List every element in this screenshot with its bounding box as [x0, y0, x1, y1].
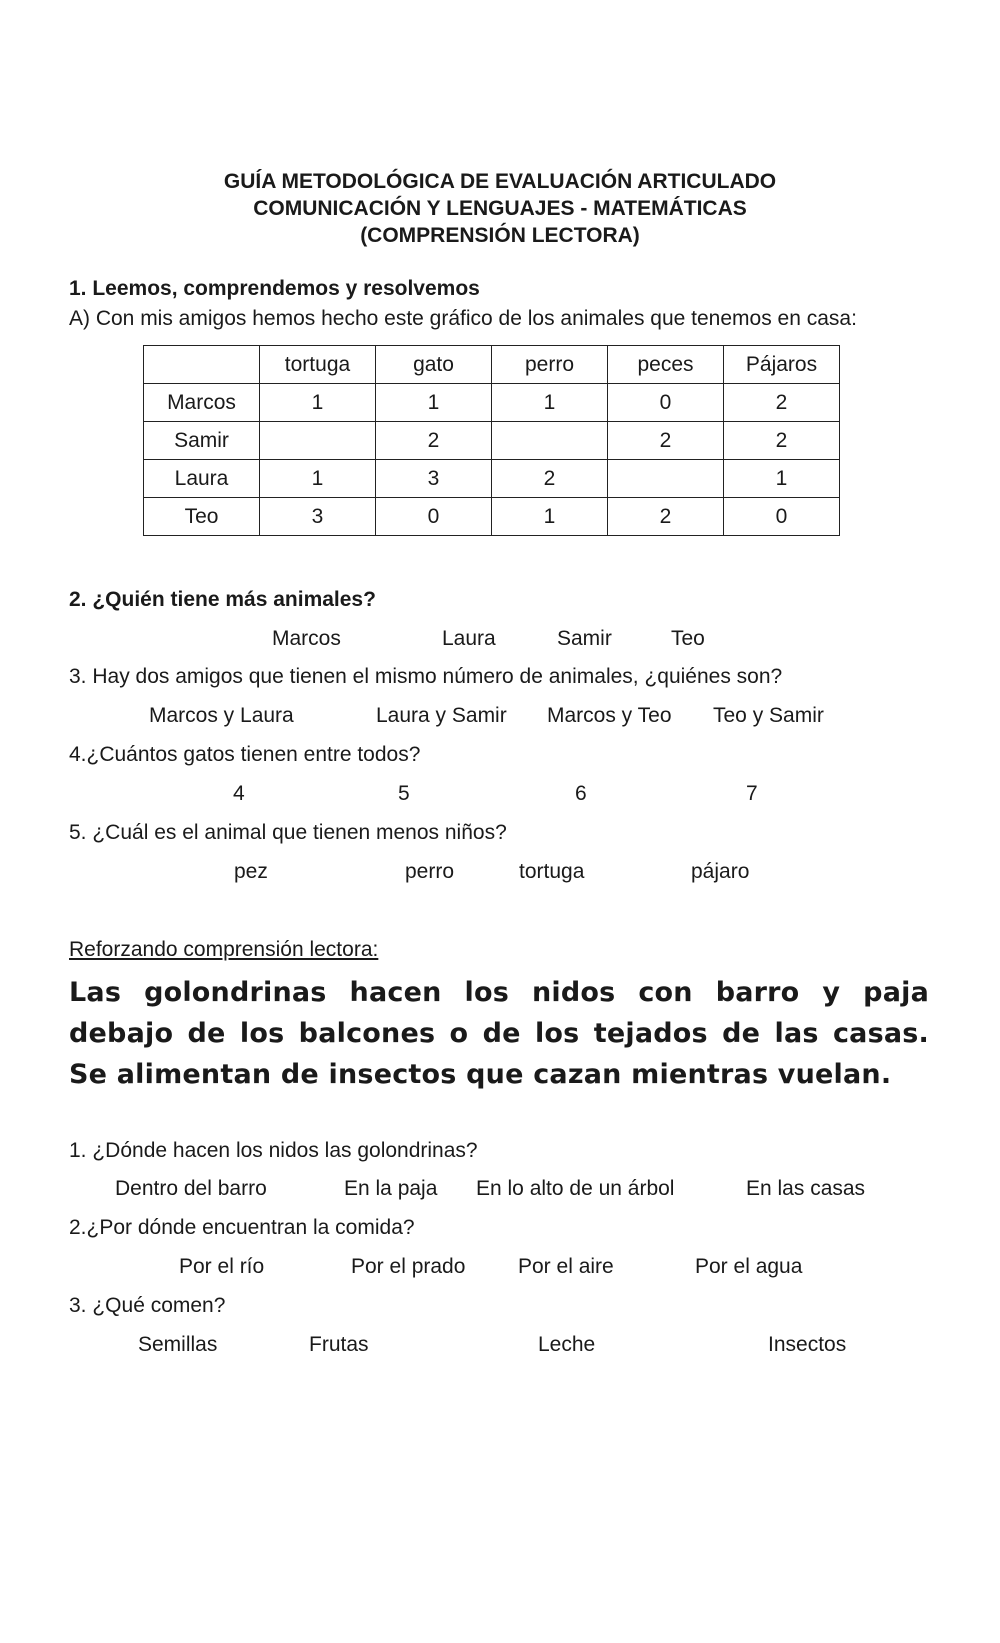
title-line-3: (COMPRENSIÓN LECTORA) — [360, 224, 640, 247]
q4-option[interactable]: 5 — [398, 782, 410, 805]
q5-option[interactable]: pez — [234, 860, 268, 883]
table-row — [144, 384, 840, 422]
table-row — [144, 498, 840, 536]
r3-option[interactable]: Insectos — [768, 1333, 847, 1356]
question-2: 2. ¿Quién tiene más animales? — [69, 588, 376, 611]
table-cell: 1 — [492, 384, 608, 422]
r1-option[interactable]: En la paja — [344, 1177, 438, 1200]
reading-question-3: 3. ¿Qué comen? — [69, 1294, 226, 1317]
q5-option[interactable]: pájaro — [691, 860, 750, 883]
table-cell — [608, 460, 724, 498]
q5-option[interactable]: perro — [405, 860, 455, 883]
q4-option[interactable]: 7 — [746, 782, 758, 805]
q4-option[interactable]: 6 — [575, 782, 587, 805]
table-cell: 1 — [260, 460, 376, 498]
r2-option[interactable]: Por el prado — [351, 1255, 466, 1278]
r1-option[interactable]: En lo alto de un árbol — [476, 1177, 675, 1200]
q2-option[interactable]: Laura — [442, 627, 496, 650]
question-5: 5. ¿Cuál es el animal que tienen menos niños? — [69, 821, 507, 844]
table-header-row — [144, 346, 840, 384]
q5-option[interactable]: tortuga — [519, 860, 585, 883]
table-cell — [260, 422, 376, 460]
table-cell: Laura — [144, 460, 260, 498]
r1-option[interactable]: En las casas — [746, 1177, 866, 1200]
table-header-cell: Pájaros — [724, 346, 840, 384]
document-title — [0, 168, 1000, 249]
reading-passage: Las golondrinas hacen los nidos con barro y paja debajo de los balcones o de los tejados de las casas. Se alimentan de insectos que cazan mientras vuelan. — [69, 977, 929, 1090]
table-cell: 1 — [724, 460, 840, 498]
table-cell: 1 — [376, 384, 492, 422]
table-cell: 1 — [260, 384, 376, 422]
r2-option[interactable]: Por el agua — [695, 1255, 803, 1278]
table-cell: 0 — [376, 498, 492, 536]
q3-option[interactable]: Marcos y Teo — [547, 704, 672, 727]
table-cell: Samir — [144, 422, 260, 460]
table-row — [144, 422, 840, 460]
table-row — [144, 460, 840, 498]
table-cell: 2 — [376, 422, 492, 460]
question-4: 4.¿Cuántos gatos tienen entre todos? — [69, 743, 421, 766]
r1-option[interactable]: Dentro del barro — [115, 1177, 267, 1200]
table-cell — [492, 422, 608, 460]
q3-option[interactable]: Marcos y Laura — [149, 704, 294, 727]
title-line-1: GUÍA METODOLÓGICA DE EVALUACIÓN ARTICULADO — [223, 170, 777, 193]
table-cell: 3 — [260, 498, 376, 536]
table-cell: 2 — [724, 422, 840, 460]
table-cell: Marcos — [144, 384, 260, 422]
table-header-cell: peces — [608, 346, 724, 384]
table-header-cell — [144, 346, 260, 384]
table-cell: 2 — [608, 498, 724, 536]
q2-option[interactable]: Samir — [557, 627, 612, 650]
question-3: 3. Hay dos amigos que tienen el mismo número de animales, ¿quiénes son? — [69, 665, 783, 688]
r3-option[interactable]: Frutas — [309, 1333, 369, 1356]
reading-question-2: 2.¿Por dónde encuentran la comida? — [69, 1216, 415, 1239]
q3-option[interactable]: Laura y Samir — [376, 704, 507, 727]
q3-option[interactable]: Teo y Samir — [713, 704, 824, 727]
q4-option[interactable]: 4 — [233, 782, 245, 805]
title-line-2: COMUNICACIÓN Y LENGUAJES - MATEMÁTICAS — [253, 197, 747, 220]
table-header-cell: perro — [492, 346, 608, 384]
section-1-heading: 1. Leemos, comprendemos y resolvemos — [69, 277, 480, 300]
reading-heading: Reforzando comprensión lectora: — [69, 938, 379, 961]
reading-question-1: 1. ¿Dónde hacen los nidos las golondrinas? — [69, 1139, 478, 1162]
table-cell: 2 — [724, 384, 840, 422]
section-1-intro: A) Con mis amigos hemos hecho este gráfico de los animales que tenemos en casa: — [69, 307, 857, 330]
pets-table — [143, 345, 840, 536]
table-cell: 2 — [492, 460, 608, 498]
table-header-cell: tortuga — [260, 346, 376, 384]
r3-option[interactable]: Leche — [538, 1333, 596, 1356]
table-cell: Teo — [144, 498, 260, 536]
r2-option[interactable]: Por el aire — [518, 1255, 614, 1278]
table-cell: 3 — [376, 460, 492, 498]
q2-option[interactable]: Marcos — [272, 627, 341, 650]
table-cell: 2 — [608, 422, 724, 460]
table-cell: 1 — [492, 498, 608, 536]
r3-option[interactable]: Semillas — [138, 1333, 218, 1356]
r2-option[interactable]: Por el río — [179, 1255, 265, 1278]
table-cell: 0 — [724, 498, 840, 536]
table-header-cell: gato — [376, 346, 492, 384]
q2-option[interactable]: Teo — [671, 627, 705, 650]
table-cell: 0 — [608, 384, 724, 422]
